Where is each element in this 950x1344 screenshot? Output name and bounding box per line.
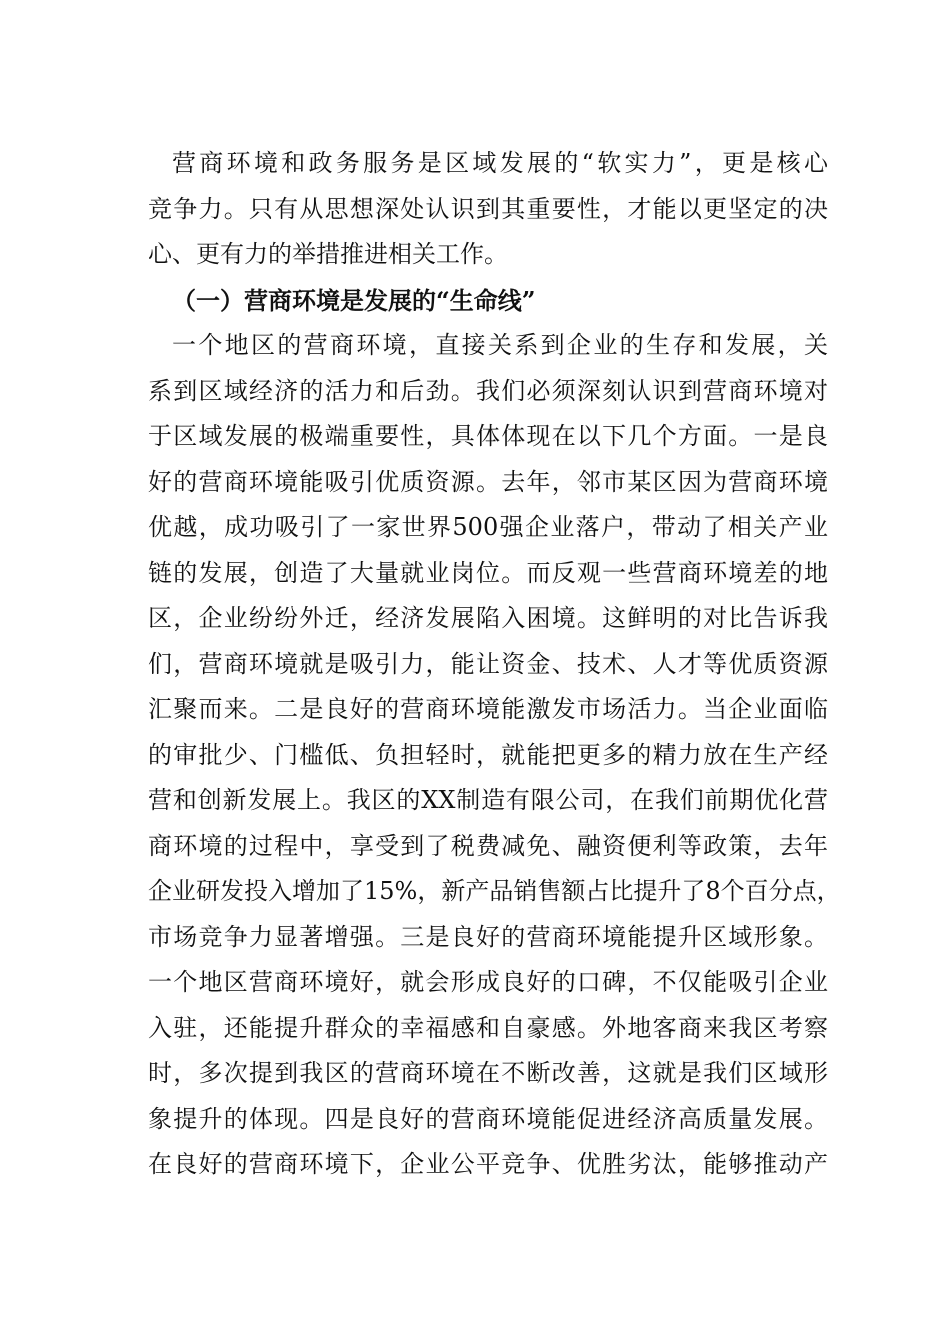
paragraph-line: 营和创新发展上。我区的XX制造有限公司，在我们前期优化营 [148, 786, 828, 814]
paragraph-line: 入驻，还能提升群众的幸福感和自豪感。外地客商来我区考察 [148, 1013, 828, 1042]
section-heading: （一）营商环境是发展的“生命线” [172, 285, 536, 315]
paragraph-line: 优越，成功吸引了一家世界500强企业落户，带动了相关产业 [148, 513, 828, 541]
paragraph-line: 企业研发投入增加了15%，新产品销售额占比提升了8个百分点， [148, 877, 841, 905]
paragraph-line: 心、更有力的举措推进相关工作。 [148, 240, 508, 268]
paragraph-line: 链的发展，创造了大量就业岗位。而反观一些营商环境差的地 [148, 558, 828, 587]
paragraph-intro [148, 141, 828, 278]
paragraph-line: 区，企业纷纷外迁，经济发展陷入困境。这鲜明的对比告诉我 [148, 604, 828, 632]
paragraph-line: 系到区域经济的活力和后劲。我们必须深刻认识到营商环境对 [148, 376, 828, 405]
paragraph-line: 一个地区营商环境好，就会形成良好的口碑，不仅能吸引企业 [148, 968, 828, 996]
paragraph-line: 在良好的营商环境下，企业公平竞争、优胜劣汰，能够推动产 [148, 1150, 828, 1178]
paragraph-line: 市场竞争力显著增强。三是良好的营商环境能提升区域形象。 [148, 922, 828, 951]
paragraph-business-environment [148, 323, 841, 1188]
paragraph-line: 好的营商环境能吸引优质资源。去年，邻市某区因为营商环境 [148, 467, 828, 496]
paragraph-line: 时，多次提到我区的营商环境在不断改善，这就是我们区域形 [148, 1059, 828, 1087]
paragraph-line: 一个地区的营商环境，直接关系到企业的生存和发展，关 [172, 331, 828, 359]
paragraph-line: 们，营商环境就是吸引力，能让资金、技术、人才等优质资源 [148, 649, 828, 678]
paragraph-line: 于区域发展的极端重要性，具体体现在以下几个方面。一是良 [148, 422, 828, 450]
paragraph-line: 营商环境和政务服务是区域发展的“软实力”，更是核心 [172, 149, 828, 177]
paragraph-line: 竞争力。只有从思想深处认识到其重要性，才能以更坚定的决 [148, 194, 828, 223]
document-body [148, 141, 841, 1188]
paragraph-line: 汇聚而来。二是良好的营商环境能激发市场活力。当企业面临 [148, 695, 828, 723]
paragraph-line: 商环境的过程中，享受到了税费减免、融资便利等政策，去年 [148, 831, 828, 860]
paragraph-line: 的审批少、门槛低、负担轻时，就能把更多的精力放在生产经 [148, 740, 828, 769]
paragraph-line: 象提升的体现。四是良好的营商环境能促进经济高质量发展。 [148, 1104, 828, 1133]
